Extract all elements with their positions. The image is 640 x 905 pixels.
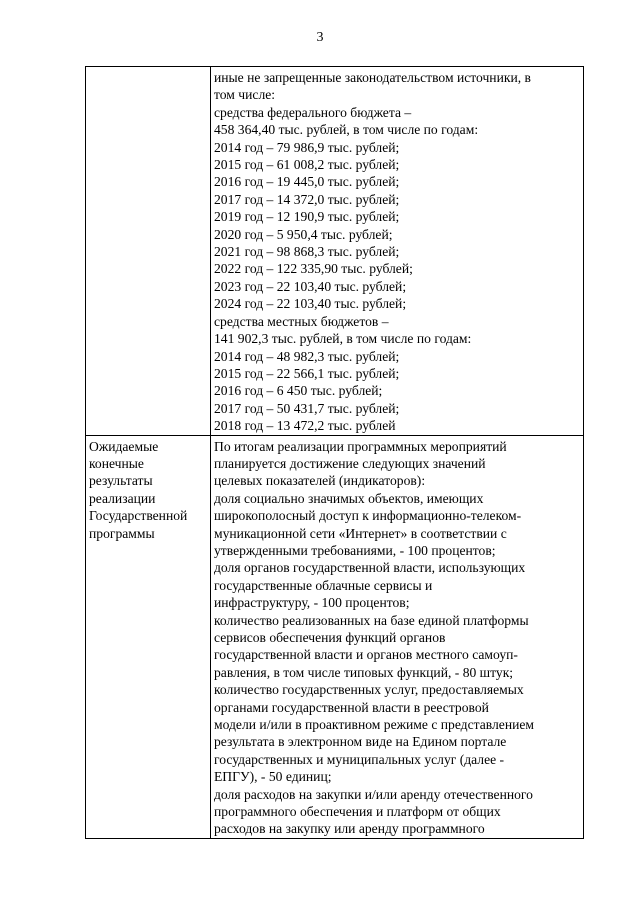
content-line: ЕПГУ), - 50 единиц;: [214, 769, 332, 785]
row-label-cell: [86, 435, 211, 838]
label-line: Государственной: [89, 508, 188, 524]
content-line: По итогам реализации программных мероприятий: [214, 438, 507, 454]
content-line: 2019 год – 12 190,9 тыс. рублей;: [214, 209, 400, 225]
content-line: 2018 год – 13 472,2 тыс. рублей: [214, 418, 396, 434]
content-line: муникационной сети «Интернет» в соответствии с: [214, 525, 507, 541]
content-line: сервисов обеспечения функций органов: [214, 630, 446, 645]
content-line: том числе:: [214, 87, 276, 103]
content-line: целевых показателей (индикаторов):: [214, 473, 426, 489]
content-line: 2017 год – 50 431,7 тыс. рублей;: [214, 400, 400, 416]
content-line: 2014 год – 48 982,3 тыс. рублей;: [214, 348, 400, 364]
content-line: модели и/или в проактивном режиме с представлением: [214, 717, 535, 733]
label-line: результаты: [89, 473, 153, 489]
content-line: расходов на закупку или аренду программного: [214, 821, 485, 837]
content-line: доля органов государственной власти, использующих: [214, 560, 526, 576]
row-content-cell: [211, 435, 584, 838]
content-line: доля расходов на закупки и/или аренду отечественного: [214, 786, 533, 802]
content-line: государственной власти и органов местного самоуп-: [214, 647, 518, 663]
content-line: 2021 год – 98 868,3 тыс. рублей;: [214, 244, 400, 260]
content-line: равления, в том числе типовых функций, - 80 штук;: [214, 664, 514, 680]
row-content-cell: [211, 67, 584, 436]
content-line: результата в электронном виде на Едином портале: [214, 734, 507, 750]
content-line: 141 902,3 тыс. рублей, в том числе по годам:: [214, 331, 472, 347]
content-line: программного обеспечения и платформ от общих: [214, 804, 501, 820]
content-line: 2014 год – 79 986,9 тыс. рублей;: [214, 139, 400, 155]
content-line: 2022 год – 122 335,90 тыс. рублей;: [214, 261, 413, 277]
content-line: иные не запрещенные законодательством источники, в: [214, 70, 531, 85]
content-line: 2015 год – 22 566,1 тыс. рублей;: [214, 365, 400, 381]
content-line: количество государственных услуг, предоставляемых: [214, 682, 524, 698]
content-line: инфраструктуру, - 100 процентов;: [214, 595, 410, 611]
content-line: органами государственной власти в реестровой: [214, 699, 489, 715]
content-line: средства федерального бюджета –: [214, 104, 412, 120]
label-line: конечные: [89, 455, 144, 471]
content-line: государственные облачные сервисы и: [214, 577, 433, 593]
content-line: планируется достижение следующих значений: [214, 455, 486, 471]
content-line: доля социально значимых объектов, имеющих: [214, 490, 484, 506]
content-line: количество реализованных на базе единой платформы: [214, 612, 529, 628]
program-passport-table: [85, 66, 584, 839]
label-line: программы: [89, 525, 155, 541]
table-row: [86, 67, 584, 436]
content-line: 2016 год – 6 450 тыс. рублей;: [214, 383, 383, 399]
table-row: [86, 435, 584, 838]
content-line: 2017 год – 14 372,0 тыс. рублей;: [214, 191, 400, 207]
content-line: утвержденными требованиями, - 100 процентов;: [214, 542, 496, 558]
table-body: [86, 67, 584, 839]
content-line: 2015 год – 61 008,2 тыс. рублей;: [214, 157, 400, 173]
label-line: Ожидаемые: [89, 438, 159, 454]
content-line: средства местных бюджетов –: [214, 313, 389, 329]
content-line: 2016 год – 19 445,0 тыс. рублей;: [214, 174, 400, 190]
content-line: 2023 год – 22 103,40 тыс. рублей;: [214, 278, 407, 294]
label-line: реализации: [89, 490, 156, 506]
content-line: государственных и муниципальных услуг (далее -: [214, 751, 505, 767]
content-line: 2020 год – 5 950,4 тыс. рублей;: [214, 226, 393, 242]
page-number: 3: [316, 30, 324, 45]
content-line: 458 364,40 тыс. рублей, в том числе по годам:: [214, 122, 479, 138]
content-line: широкополосный доступ к информационно-телеком-: [214, 508, 522, 524]
row-label-cell: [86, 67, 211, 436]
content-line: 2024 год – 22 103,40 тыс. рублей;: [214, 296, 407, 312]
